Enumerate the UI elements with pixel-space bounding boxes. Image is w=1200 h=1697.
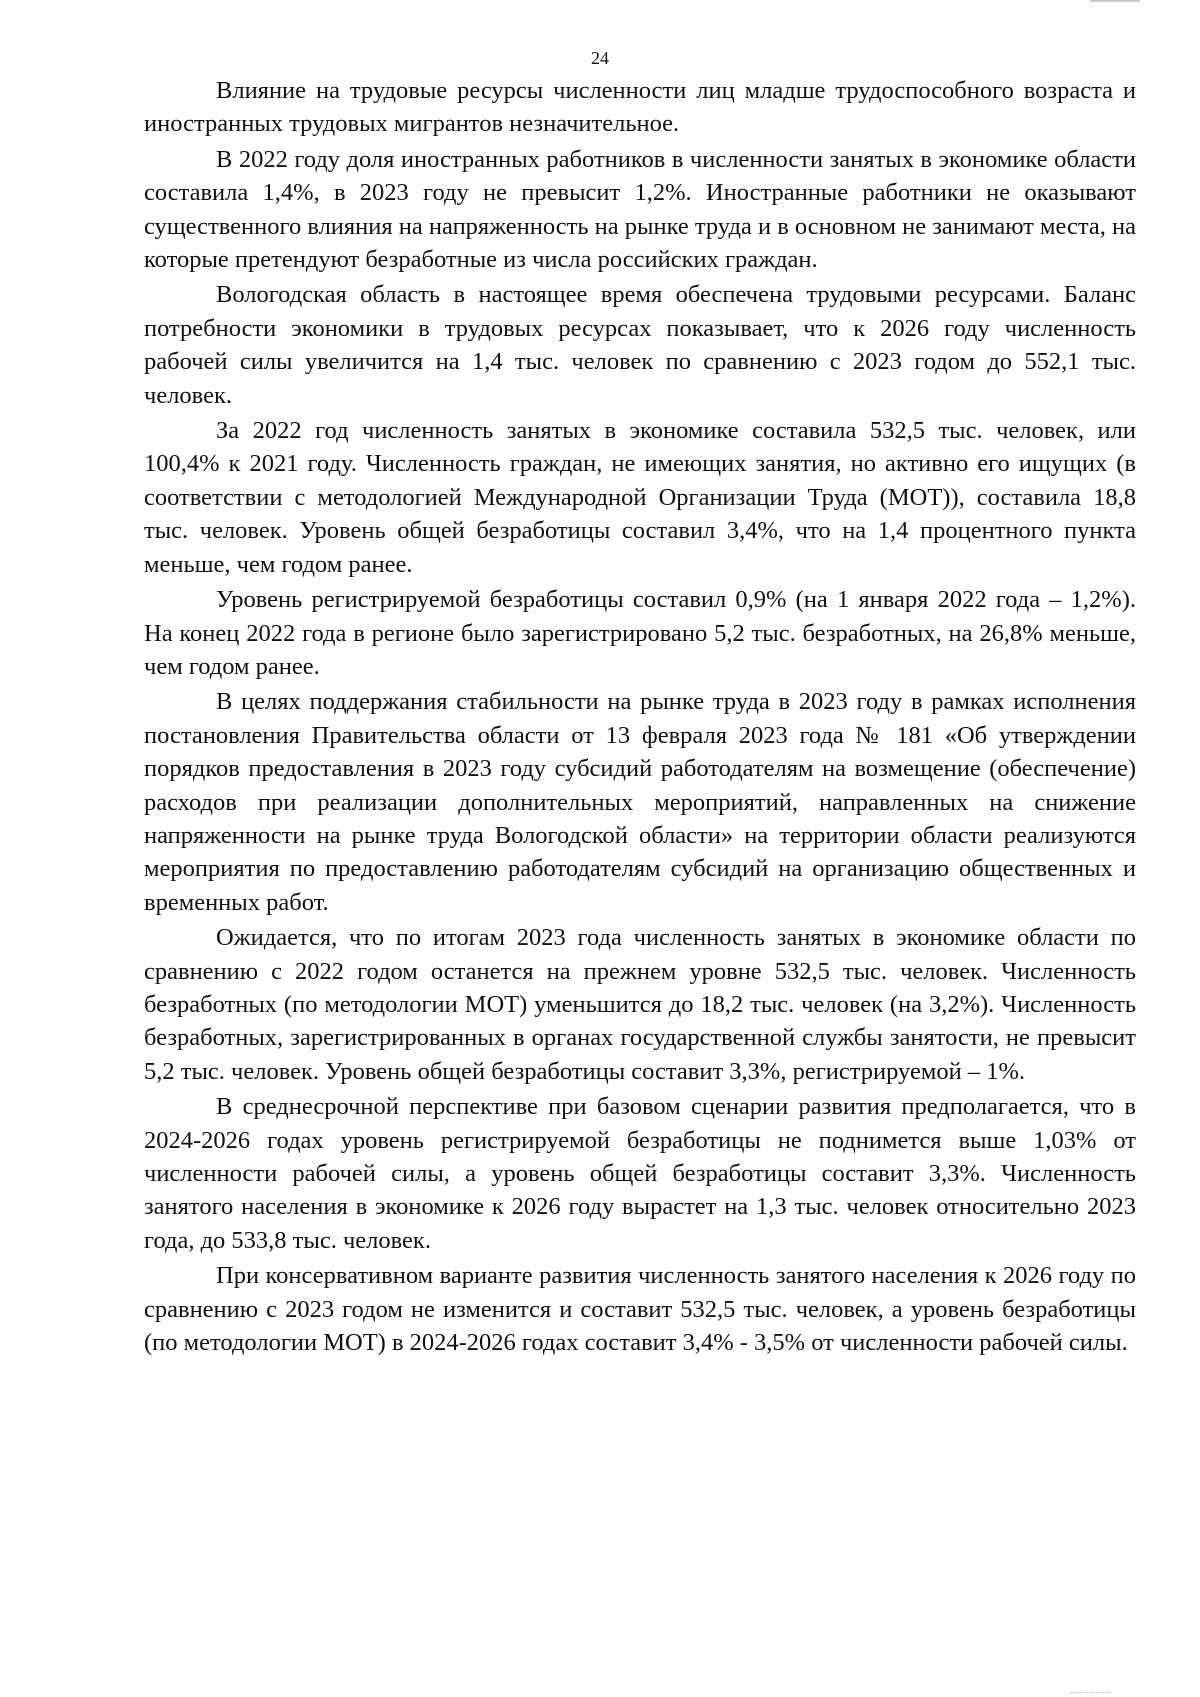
paragraph-8: В среднесрочной перспективе при базовом сценарии развития предполагается, что в 2024-2026 годах уровень регистрируемой безработицы не поднимется выше 1,03% от численности рабочей силы, а уровень общей безработицы составит 3,3%. Численность занятого населения в экономике к 2026 году вырастет на 1,3 тыс. человек относительно 2023 года, до 533,8 тыс. человек. [144,1093,1136,1254]
scan-artifact-top [1090,0,1140,5]
paragraph-9: При консервативном варианте развития численность занятого населения к 2026 году по сравнению с 2023 годом не изменится и составит 532,5 тыс. человек, а уровень безработицы (по методологии МОТ) в 2024-2026 годах составит 3,4% - 3,5% от численности рабочей силы. [144,1262,1136,1357]
paragraph-3: Вологодская область в настоящее время обеспечена трудовыми ресурсами. Баланс потребности экономики в трудовых ресурсах показывает, что к 2026 году численность рабочей силы увеличится на 1,4 тыс. человек по сравнению с 2023 годом до 552,1 тыс. человек. [144,281,1136,409]
page-number: 24 [591,48,609,68]
scan-artifact-bottom [1070,1690,1110,1693]
paragraph-6: В целях поддержания стабильности на рынке труда в 2023 году в рамках исполнения постановления Правительства области от 13 февраля 2023 года № 181 «Об утверждении порядков предоставления в 2023 году субсидий работодателям на возмещение (обеспечение) расходов при реализации дополнительных мероприятий, направленных на снижение напряженности на рынке труда Вологодской области» на территории области реализуются мероприятия по предоставлению работодателям субсидий на организацию общественных и временных работ. [144,688,1136,916]
paragraph-2: В 2022 году доля иностранных работников в численности занятых в экономике области составила 1,4%, в 2023 году не превысит 1,2%. Иностранные работники не оказывают существенного влияния на напряженность на рынке труда и в основном не занимают места, на которые претендуют безработные из числа российских граждан. [144,145,1136,274]
paragraph-4: За 2022 год численность занятых в экономике составила 532,5 тыс. человек, или 100,4% к 2021 году. Численность граждан, не имеющих занятия, но активно его ищущих (в соответствии с методологией Международной Организации Труда (МОТ)), составила 18,8 тыс. человек. Уровень общей безработицы составил 3,4%, что на 1,4 процентного пункта меньше, чем годом ранее. [144,417,1136,578]
paragraph-1: Влияние на трудовые ресурсы численности лиц младше трудоспособного возраста и иностранных трудовых мигрантов незначительное. [144,77,1136,138]
paragraph-7: Ожидается, что по итогам 2023 года численность занятых в экономике области по сравнению с 2022 годом останется на прежнем уровне 532,5 тыс. человек. Численность безработных (по методологии МОТ) уменьшится до 18,2 тыс. человек (на 3,2%). Численность безработных, зарегистрированных в органах государственной службы занятости, не превысит 5,2 тыс. человек. Уровень общей безработицы составит 3,3%, регистрируемой – 1%. [144,924,1136,1085]
document-body [144,74,1136,1361]
paragraph-5: Уровень регистрируемой безработицы составил 0,9% (на 1 января 2022 года – 1,2%). На конец 2022 года в регионе было зарегистрировано 5,2 тыс. безработных, на 26,8% меньше, чем годом ранее. [144,586,1136,680]
